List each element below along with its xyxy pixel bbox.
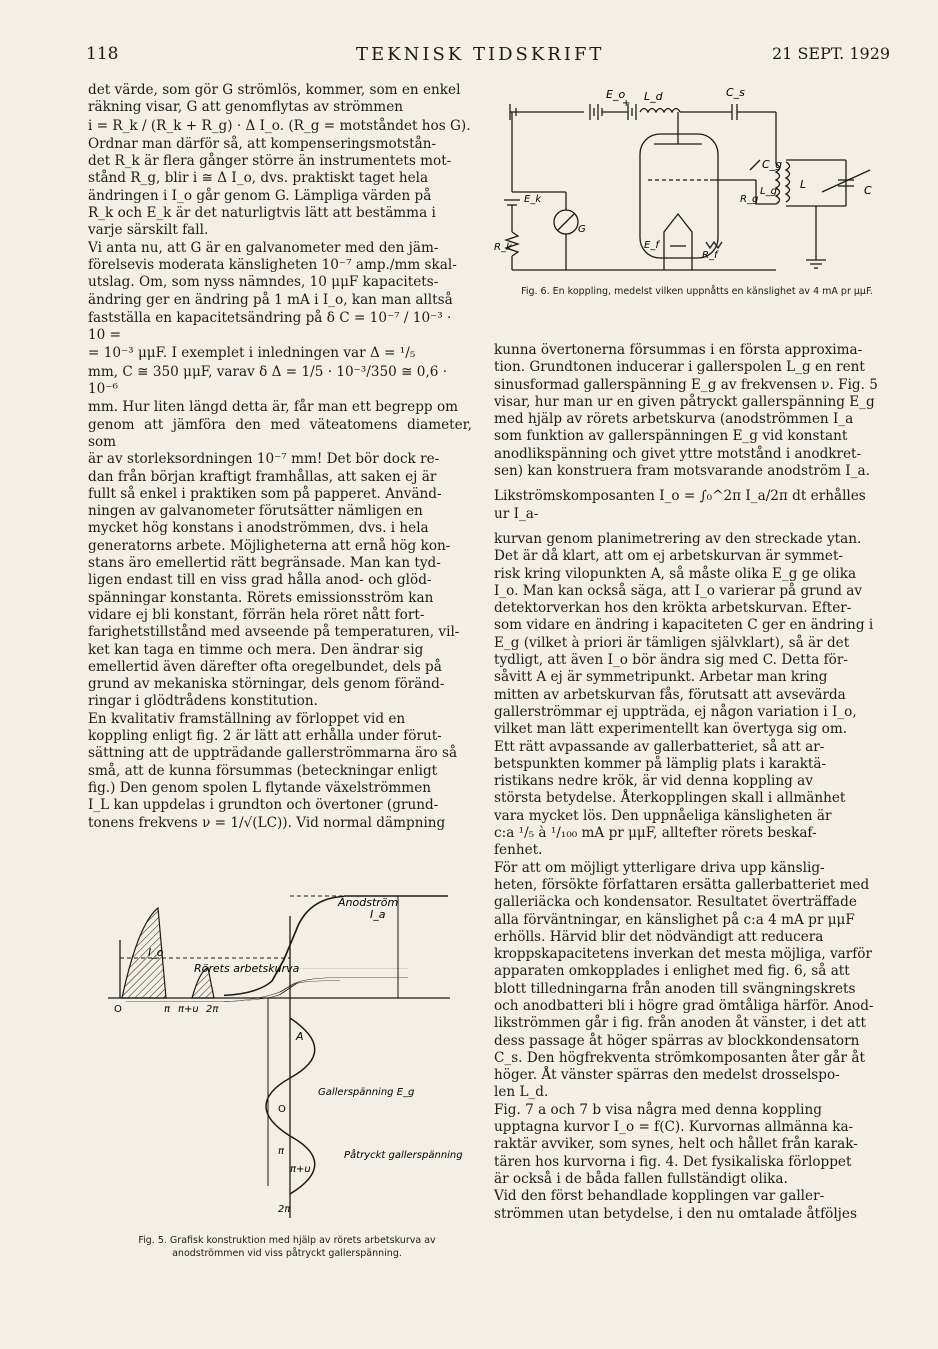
label-vert-pi: π bbox=[278, 1146, 285, 1157]
text-line: och anodbatteri bli i högre grad ömtåliga härför. Anod- bbox=[494, 997, 874, 1014]
label-axis-2pi: 2π bbox=[206, 1004, 219, 1015]
text-line: visar, hur man ur en given påtryckt gallerspänning E_g bbox=[494, 393, 875, 410]
text-line: fig.) Den genom spolen L flytande växelströmmen bbox=[88, 779, 431, 796]
figure-5-caption: Fig. 5. Grafisk konstruktion med hjälp av rörets arbetskurva av anodströmmen vid viss påtryckt gallerspänning. bbox=[138, 1235, 436, 1259]
text-line: stånd R_g, blir i ≅ Δ I_o, dvs. praktiskt taget hela bbox=[88, 170, 429, 187]
text-line: upptagna kurvor I_o = f(C). Kurvornas allmänna ka- bbox=[494, 1119, 854, 1136]
choke-ld bbox=[640, 109, 680, 113]
text-line: det värde, som gör G strömlös, kommer, som en enkel bbox=[88, 82, 461, 98]
label-gallerspanning: Gallerspänning E_g bbox=[318, 1087, 415, 1098]
label-vert-o: O bbox=[278, 1104, 286, 1115]
text-line: heten, försökte författaren ersätta gallerbatteriet med bbox=[494, 876, 870, 893]
text-line: tion. Grundtonen inducerar i gallerspolen L_g en rent bbox=[494, 359, 865, 376]
text-line: dan från början kraftigt framhållas, att saken ej är bbox=[88, 468, 437, 485]
text-line: raktär avviker, som synes, helt och hållet från karak- bbox=[494, 1136, 858, 1153]
label-c: C bbox=[864, 184, 872, 197]
text-line: Vid den först behandlade kopplingen var galler- bbox=[494, 1188, 825, 1205]
text-line: varje särskilt fall. bbox=[88, 222, 209, 239]
text-line: räkning visar, G att genomflytas av strömmen bbox=[88, 99, 403, 116]
formula-line: Likströmskomposanten I_o = ∫₀^2π I_a/2π dt erhålles ur I_a- bbox=[494, 488, 866, 522]
label-rk: R_k bbox=[494, 242, 512, 253]
figure-6-circuit bbox=[494, 82, 884, 282]
text-line: alla förväntningar, en känslighet på c:a 4 mA pr μμF bbox=[494, 911, 855, 928]
text-line: vilket man lätt experimentellt kan övertyga sig om. bbox=[494, 721, 848, 738]
formula-line: fastställa en kapacitetsändring på δ C = 10⁻⁷ / 10⁻³ · 10 = bbox=[88, 309, 452, 344]
text-line: som funktion av gallerspänningen E_g vid konstant bbox=[494, 428, 848, 445]
cg-plate bbox=[750, 160, 760, 170]
text-line: genom att jämföra den med väteatomens diameter, som bbox=[88, 416, 472, 450]
label-g: G bbox=[578, 224, 586, 235]
label-ek: E_k bbox=[524, 194, 542, 205]
text-line: ringar i glödtrådens konstitution. bbox=[88, 693, 318, 710]
left-column bbox=[88, 82, 472, 834]
text-line: sen) kan konstruera fram motsvarande anodström I_a. bbox=[494, 463, 870, 480]
label-point-a: A bbox=[296, 1030, 304, 1043]
text-line: galleriäcka och kondensator. Resultatet överträffade bbox=[494, 894, 857, 911]
text-line: farighetstillstånd med avseende på temperaturen, vil- bbox=[88, 624, 460, 641]
text-line: ligen endast till en viss grad hålla anod- och glöd- bbox=[88, 572, 432, 589]
label-axis-pi: π bbox=[164, 1004, 171, 1015]
text-line: mitten av arbetskurvan fås, förutsatt att avsevärda bbox=[494, 686, 846, 703]
text-line: koppling enligt fig. 2 är lätt att erhålla under förut- bbox=[88, 727, 442, 744]
label-eo: E_o bbox=[606, 88, 626, 101]
text-line: gallerströmmar ej uppträda, ej någon variation i I_o, bbox=[494, 703, 857, 720]
text-line: små, att de kunna försummas (beteckningar enligt bbox=[88, 762, 438, 779]
g-needle bbox=[558, 214, 574, 230]
text-line: anodlikspänning och givet yttre motstånd i anodkret- bbox=[494, 445, 862, 462]
label-l: L bbox=[800, 178, 807, 191]
formula-line: mm, C ≅ 350 μμF, varav δ Δ = 1/5 · 10⁻³/350 ≅ 0,6 · 10⁻⁶ bbox=[88, 363, 448, 398]
right-column bbox=[494, 342, 878, 1223]
figure-6-caption: Fig. 6. En koppling, medelst vilken uppnåtts en känslighet av 4 mA pr μμF. bbox=[521, 286, 873, 297]
label-ld: L_d bbox=[644, 90, 663, 103]
text-line: ket kan taga en timme och mera. Den ändrar sig bbox=[88, 641, 424, 658]
resistor-rf bbox=[706, 242, 722, 248]
text-line: detektorverkan hos den krökta arbetskurvan. Efter- bbox=[494, 600, 852, 617]
filament bbox=[664, 214, 692, 258]
text-line: blott tilledningarna från anoden till svängningskrets bbox=[494, 980, 856, 997]
label-cs: C_s bbox=[726, 86, 745, 99]
label-ia: I_a bbox=[370, 908, 386, 921]
text-line: kurvan genom planimetrering av den streckade ytan. bbox=[494, 530, 862, 547]
text-line: generatorns arbete. Möjligheterna att ernå hög kon- bbox=[88, 537, 451, 554]
text-line: utslag. Om, som nyss nämndes, 10 μμF kapacitets- bbox=[88, 274, 439, 291]
text-line: C_s. Den högfrekventa strömkomposanten åter går åt bbox=[494, 1049, 865, 1066]
text-line: som vidare en ändring i kapaciteten C ger en ändring i bbox=[494, 617, 874, 634]
text-line: len L_d. bbox=[494, 1084, 549, 1101]
figure-5-graph bbox=[108, 890, 478, 1228]
text-line: mycket hög konstans i anodströmmen, dvs. i hela bbox=[88, 520, 429, 537]
text-line: Fig. 7 a och 7 b visa några med denna koppling bbox=[494, 1101, 822, 1118]
text-line: sättning att de uppträdande gallerströmmarna äro så bbox=[88, 745, 458, 762]
text-line: vara mycket lös. Den uppnåeliga känsligheten är bbox=[494, 807, 832, 824]
text-line: c:a ¹/₅ à ¹/₁₀₀ mA pr μμF, alltefter rörets beskaf- bbox=[494, 825, 817, 842]
text-line: E_g (vilket à priori är tämligen självklart), så är det bbox=[494, 634, 850, 651]
text-line: ändring ger en ändring på 1 mA i I_o, kan man alltså bbox=[88, 291, 453, 308]
formula-line: = 10⁻³ μμF. I exemplet i inledningen var Δ = ¹/₅ bbox=[88, 345, 416, 362]
text-line: R_k och E_k är det naturligtvis lätt att bestämma i bbox=[88, 205, 436, 222]
text-line: tydligt, att även I_o bör ändra sig med C. Detta för- bbox=[494, 652, 848, 669]
label-rg: R_g bbox=[740, 194, 759, 205]
label-rf: R_f bbox=[702, 250, 718, 261]
text-line: fullt så enkel i praktiken som på papperet. Använd- bbox=[88, 485, 442, 502]
text-line: tären hos kurvorna i fig. 4. Det fysikaliska förloppet bbox=[494, 1153, 852, 1170]
label-patryckt: Påtryckt gallerspänning bbox=[344, 1150, 463, 1161]
formula-line: i = R_k / (R_k + R_g) · Δ I_o. (R_g = motståndet hos G). bbox=[88, 117, 471, 134]
label-vert-pi-u: π+u bbox=[290, 1164, 311, 1175]
text-line: likströmmen går i fig. från anoden åt vänster, i det att bbox=[494, 1015, 867, 1032]
label-axis-pi-u: π+u bbox=[178, 1004, 199, 1015]
text-line: med hjälp av rörets arbetskurva (anodströmmen I_a bbox=[494, 411, 854, 428]
text-line: strömmen utan betydelse, i den nu omtalade åtföljes bbox=[494, 1205, 857, 1222]
text-line: ändringen i I_o går genom G. Lämpliga värden på bbox=[88, 187, 432, 204]
label-axis-o: O bbox=[114, 1004, 122, 1015]
text-line: höger. Åt vänster spärras den medelst drosselspo- bbox=[494, 1067, 840, 1084]
text-line: mm. Hur liten längd detta är, får man ett begrepp om bbox=[88, 399, 459, 416]
label-plus: + bbox=[622, 98, 631, 109]
text-line: Ett rätt avpassande av gallerbatteriet, så att ar- bbox=[494, 738, 825, 755]
label-lg: L_g bbox=[760, 186, 777, 197]
label-io: I_o bbox=[148, 946, 164, 959]
text-line: är av storleksordningen 10⁻⁷ mm! Det bör dock re- bbox=[88, 451, 440, 468]
text-line: är också i de båda fallen fullständigt olika. bbox=[494, 1170, 788, 1187]
text-line: ningen av galvanometer förutsätter nämligen en bbox=[88, 503, 423, 520]
text-line: största betydelse. Återkopplingen skall i allmänhet bbox=[494, 790, 846, 807]
text-line: För att om möjligt ytterligare driva upp känslig- bbox=[494, 859, 825, 876]
text-line: kunna övertonerna försummas i en första approxima- bbox=[494, 342, 863, 358]
text-line: stans äro emellertid rätt begränsade. Man kan tyd- bbox=[88, 555, 441, 572]
text-line: I_L kan uppdelas i grundton och övertoner (grund- bbox=[88, 797, 439, 814]
text-line: betspunkten kommer på lämplig plats i karaktä- bbox=[494, 755, 827, 772]
text-line: såvitt A ej är symmetripunkt. Arbetar man kring bbox=[494, 669, 828, 686]
label-cg: C_g bbox=[762, 158, 783, 171]
coil-l bbox=[786, 162, 790, 202]
text-line: det R_k är flera gånger större än instrumentets mot- bbox=[88, 153, 452, 170]
text-line: Vi anta nu, att G är en galvanometer med den jäm- bbox=[88, 239, 439, 256]
formula-line: tonens frekvens ν = 1/√(LC)). Vid normal dämpning bbox=[88, 815, 446, 832]
text-line: spänningar konstanta. Rörets emissionsström kan bbox=[88, 589, 434, 606]
label-vert-2pi: 2π bbox=[278, 1204, 291, 1215]
tube-curve bbox=[224, 896, 344, 995]
page-number: 118 bbox=[86, 44, 119, 64]
text-line: förelsevis moderata känsligheten 10⁻⁷ amp./mm skal- bbox=[88, 256, 457, 273]
text-line: Ordnar man därför så, att kompenseringsmotstån- bbox=[88, 135, 437, 152]
label-anodstrom: Anodström bbox=[338, 896, 399, 909]
text-line: grund av mekaniska störningar, dels genom föränd- bbox=[88, 676, 445, 693]
text-line: emellertid även därefter ofta oregelbundet, dels på bbox=[88, 658, 442, 675]
text-line: En kvalitativ framställning av förloppet vid en bbox=[88, 710, 406, 727]
journal-title: TEKNISK TIDSKRIFT bbox=[356, 44, 605, 65]
text-line: risk kring vilopunkten A, så måste olika E_g ge olika bbox=[494, 565, 857, 582]
text-line: ristikans nedre krök, är vid denna koppling av bbox=[494, 773, 813, 790]
text-line: kroppskapacitetens inverkan det mesta möjliga, varför bbox=[494, 946, 872, 963]
issue-date: 21 SEPT. 1929 bbox=[772, 44, 891, 63]
text-line: vidare ej bli konstant, förrän hela röret nått fort- bbox=[88, 606, 425, 623]
text-line: fenhet. bbox=[494, 842, 543, 859]
text-line: dess passage åt höger spärras av blockkondensatorn bbox=[494, 1032, 860, 1049]
text-line: sinusformad gallerspänning E_g av frekvensen ν. Fig. 5 bbox=[494, 376, 878, 393]
text-line: Det är då klart, att om ej arbetskurvan är symmet- bbox=[494, 548, 843, 565]
text-line: apparaten omkopplades i enlighet med fig. 6, så att bbox=[494, 963, 850, 980]
label-ef: E_f bbox=[644, 240, 659, 251]
label-arbetskurva: Rörets arbetskurva bbox=[194, 962, 300, 975]
text-line: erhölls. Härvid blir det nödvändigt att reducera bbox=[494, 928, 824, 945]
text-line: I_o. Man kan också säga, att I_o varierar på grund av bbox=[494, 582, 863, 599]
